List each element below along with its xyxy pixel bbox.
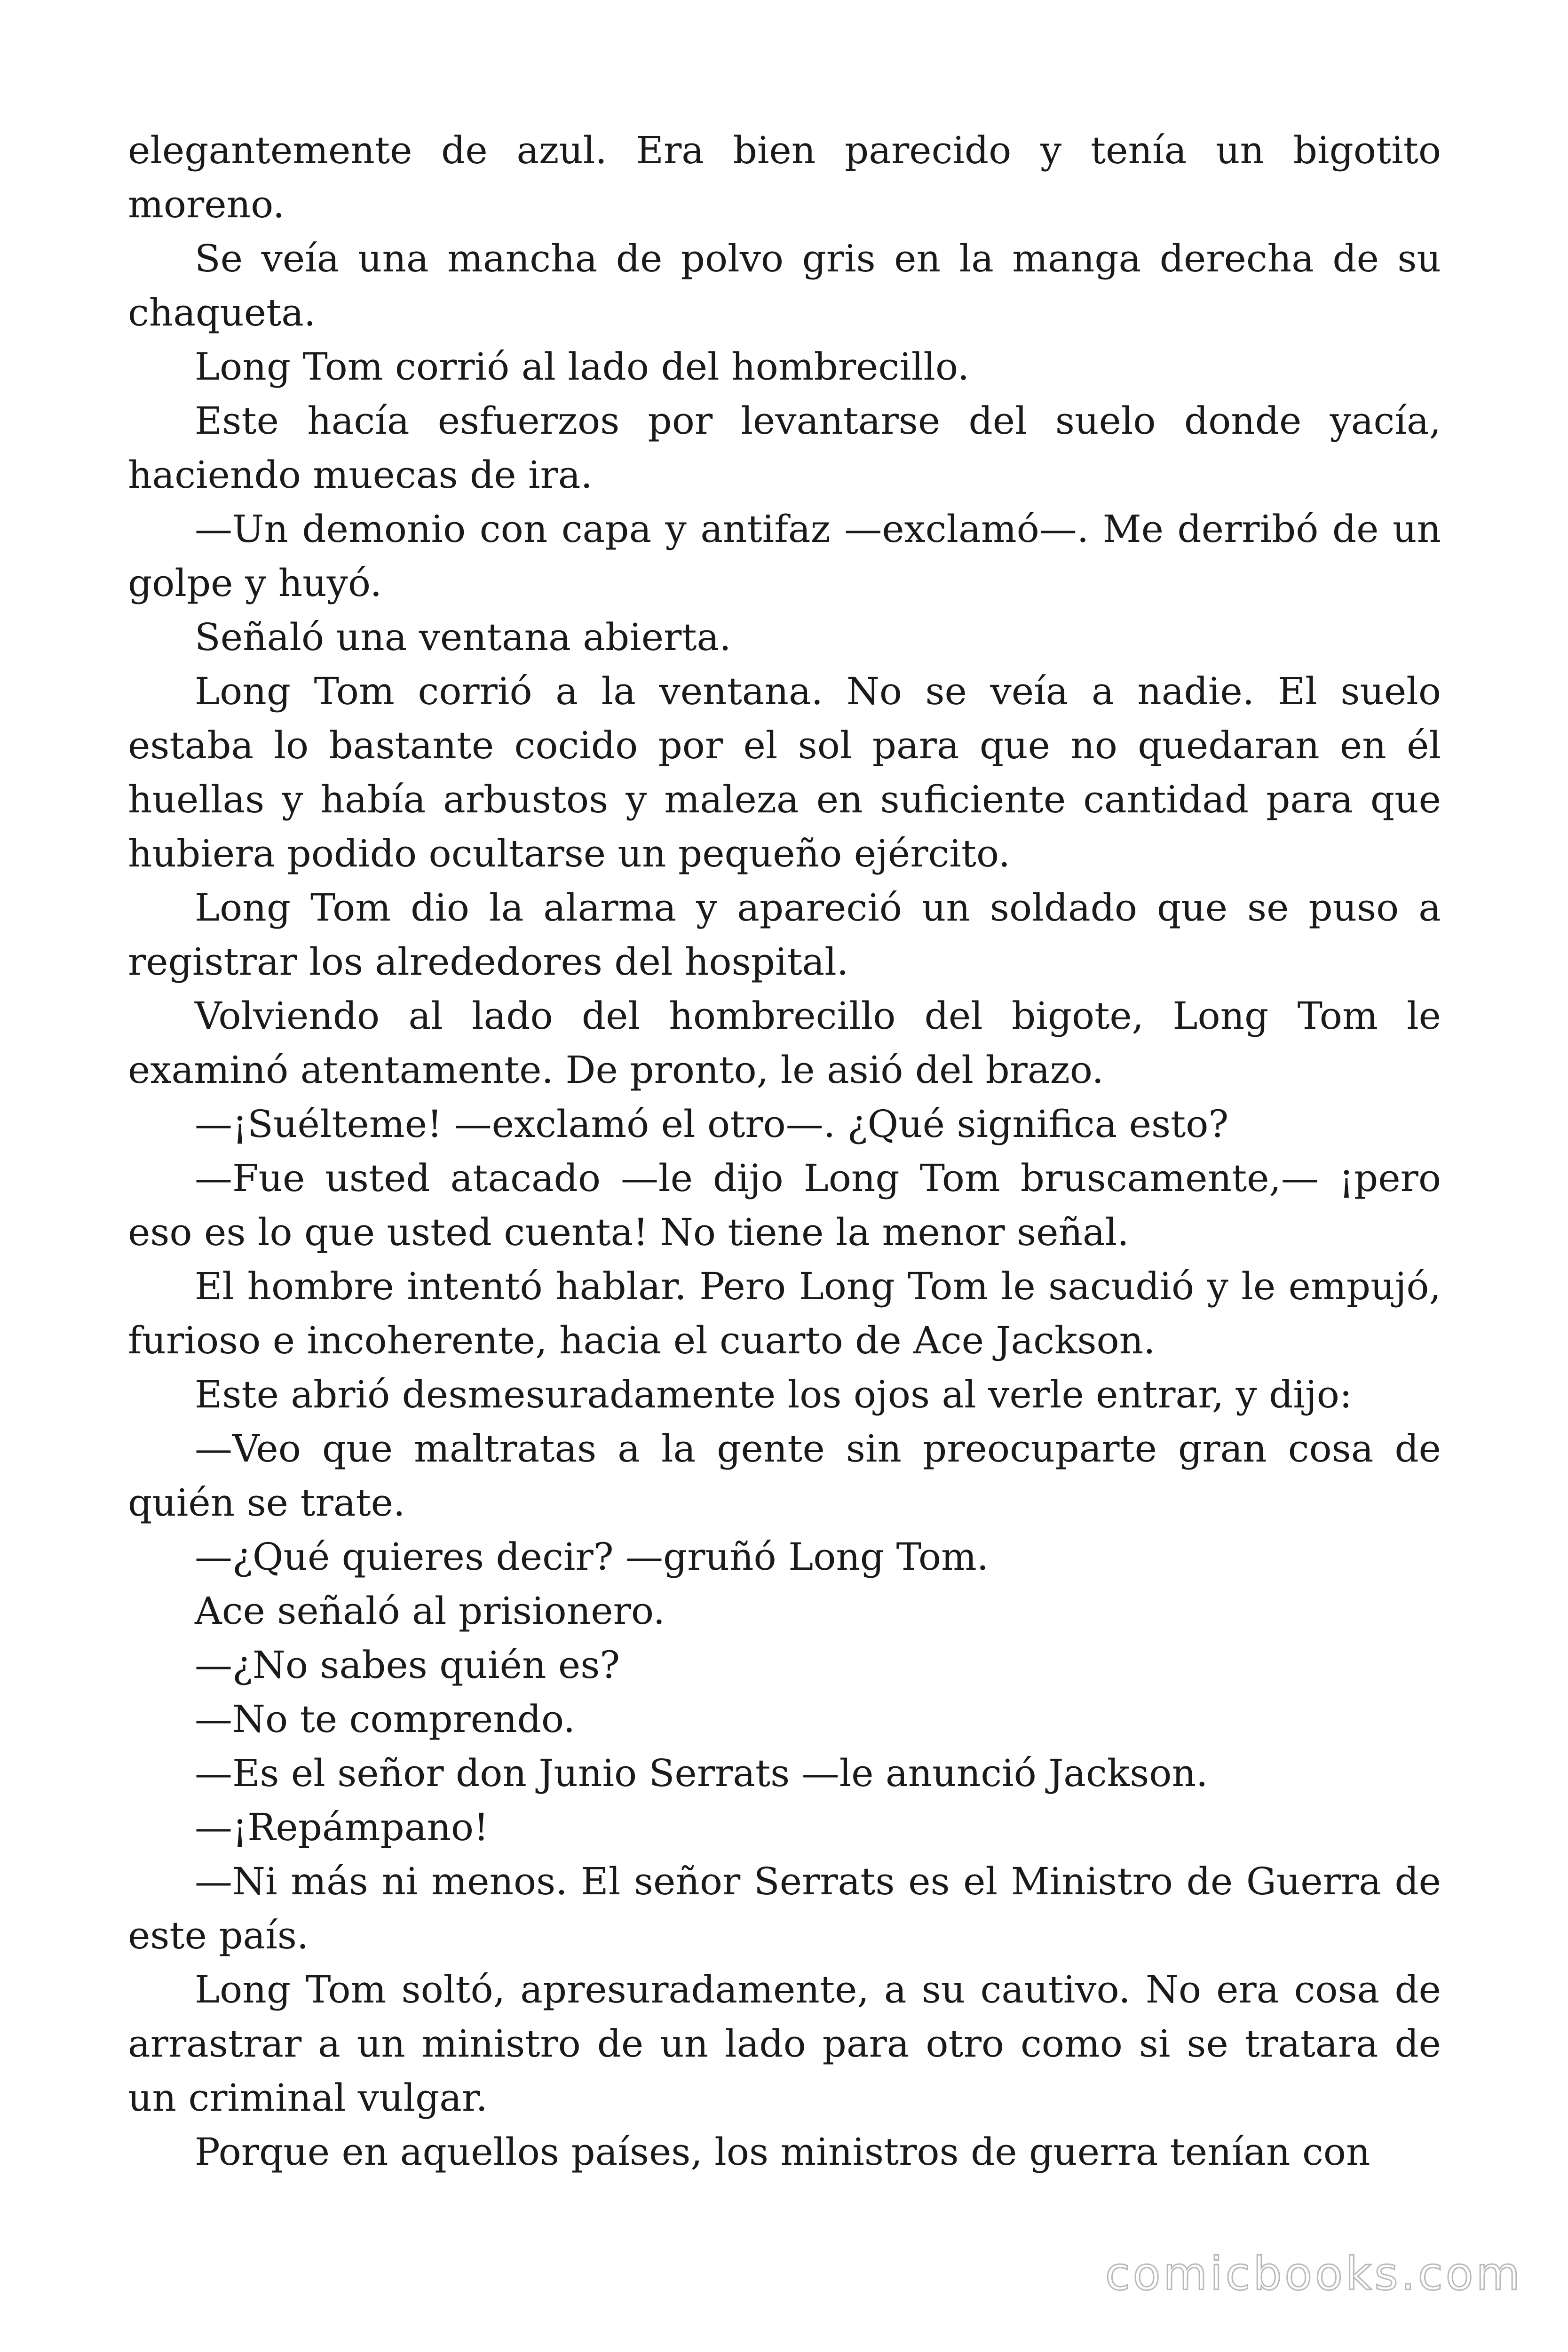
paragraph-23: Porque en aquellos países, los ministros de guerra tenían con: [195, 2130, 1370, 2174]
paragraph-17: —¿No sabes quién es?: [195, 1643, 620, 1687]
paragraph-4: Este hacía esfuerzos por levantarse del suelo donde yacía, haciendo muecas de ira.: [128, 399, 1441, 497]
paragraph-8: Long Tom dio la alarma y apareció un soldado que se puso a registrar los alrededores del hospital.: [128, 886, 1441, 984]
paragraph-14: —Veo que maltratas a la gente sin preocuparte gran cosa de quién se trate.: [128, 1427, 1441, 1525]
page-body-text: [128, 123, 1441, 2179]
paragraph-16: Ace señaló al prisionero.: [195, 1589, 665, 1633]
paragraph-3: Long Tom corrió al lado del hombrecillo.: [195, 345, 970, 389]
paragraph-20: —¡Repámpano!: [195, 1805, 489, 1849]
paragraph-13: Este abrió desmesuradamente los ojos al verle entrar, y dijo:: [195, 1373, 1352, 1416]
paragraph-18: —No te comprendo.: [195, 1697, 576, 1741]
paragraph-22: Long Tom soltó, apresuradamente, a su cautivo. No era cosa de arrastrar a un ministro de un lado para otro como si se tratara de un criminal vulgar.: [128, 1968, 1441, 2120]
paragraph-15: —¿Qué quieres decir? —gruñó Long Tom.: [195, 1535, 989, 1579]
paragraph-2: Se veía una mancha de polvo gris en la manga derecha de su chaqueta.: [128, 237, 1441, 334]
paragraph-5: —Un demonio con capa y antifaz —exclamó—. Me derribó de un golpe y huyó.: [128, 507, 1441, 605]
paragraph-21: —Ni más ni menos. El señor Serrats es el Ministro de Guerra de este país.: [128, 1859, 1441, 1957]
paragraph-12: El hombre intentó hablar. Pero Long Tom le sacudió y le empujó, furioso e incoherente, hacia el cuarto de Ace Jackson.: [128, 1264, 1441, 1362]
paragraph-1: elegantemente de azul. Era bien parecido y tenía un bigotito moreno.: [128, 128, 1441, 226]
paragraph-10: —¡Suélteme! —exclamó el otro—. ¿Qué significa esto?: [195, 1102, 1229, 1146]
paragraph-9: Volviendo al lado del hombrecillo del bigote, Long Tom le examinó atentamente. De pronto, le asió del brazo.: [128, 994, 1441, 1092]
paragraph-7: Long Tom corrió a la ventana. No se veía a nadie. El suelo estaba lo bastante cocido por el sol para que no quedaran en él huellas y había arbustos y maleza en suficiente cantidad para que hubiera podido ocultarse un pequeño ejército.: [128, 669, 1441, 875]
paragraph-6: Señaló una ventana abierta.: [195, 615, 731, 659]
paragraph-11: —Fue usted atacado —le dijo Long Tom bruscamente,— ¡pero eso es lo que usted cuenta! No tiene la menor señal.: [128, 1156, 1441, 1254]
paragraph-19: —Es el señor don Junio Serrats —le anunció Jackson.: [195, 1751, 1208, 1795]
watermark-logo: comicbooks.com: [1105, 2248, 1523, 2300]
